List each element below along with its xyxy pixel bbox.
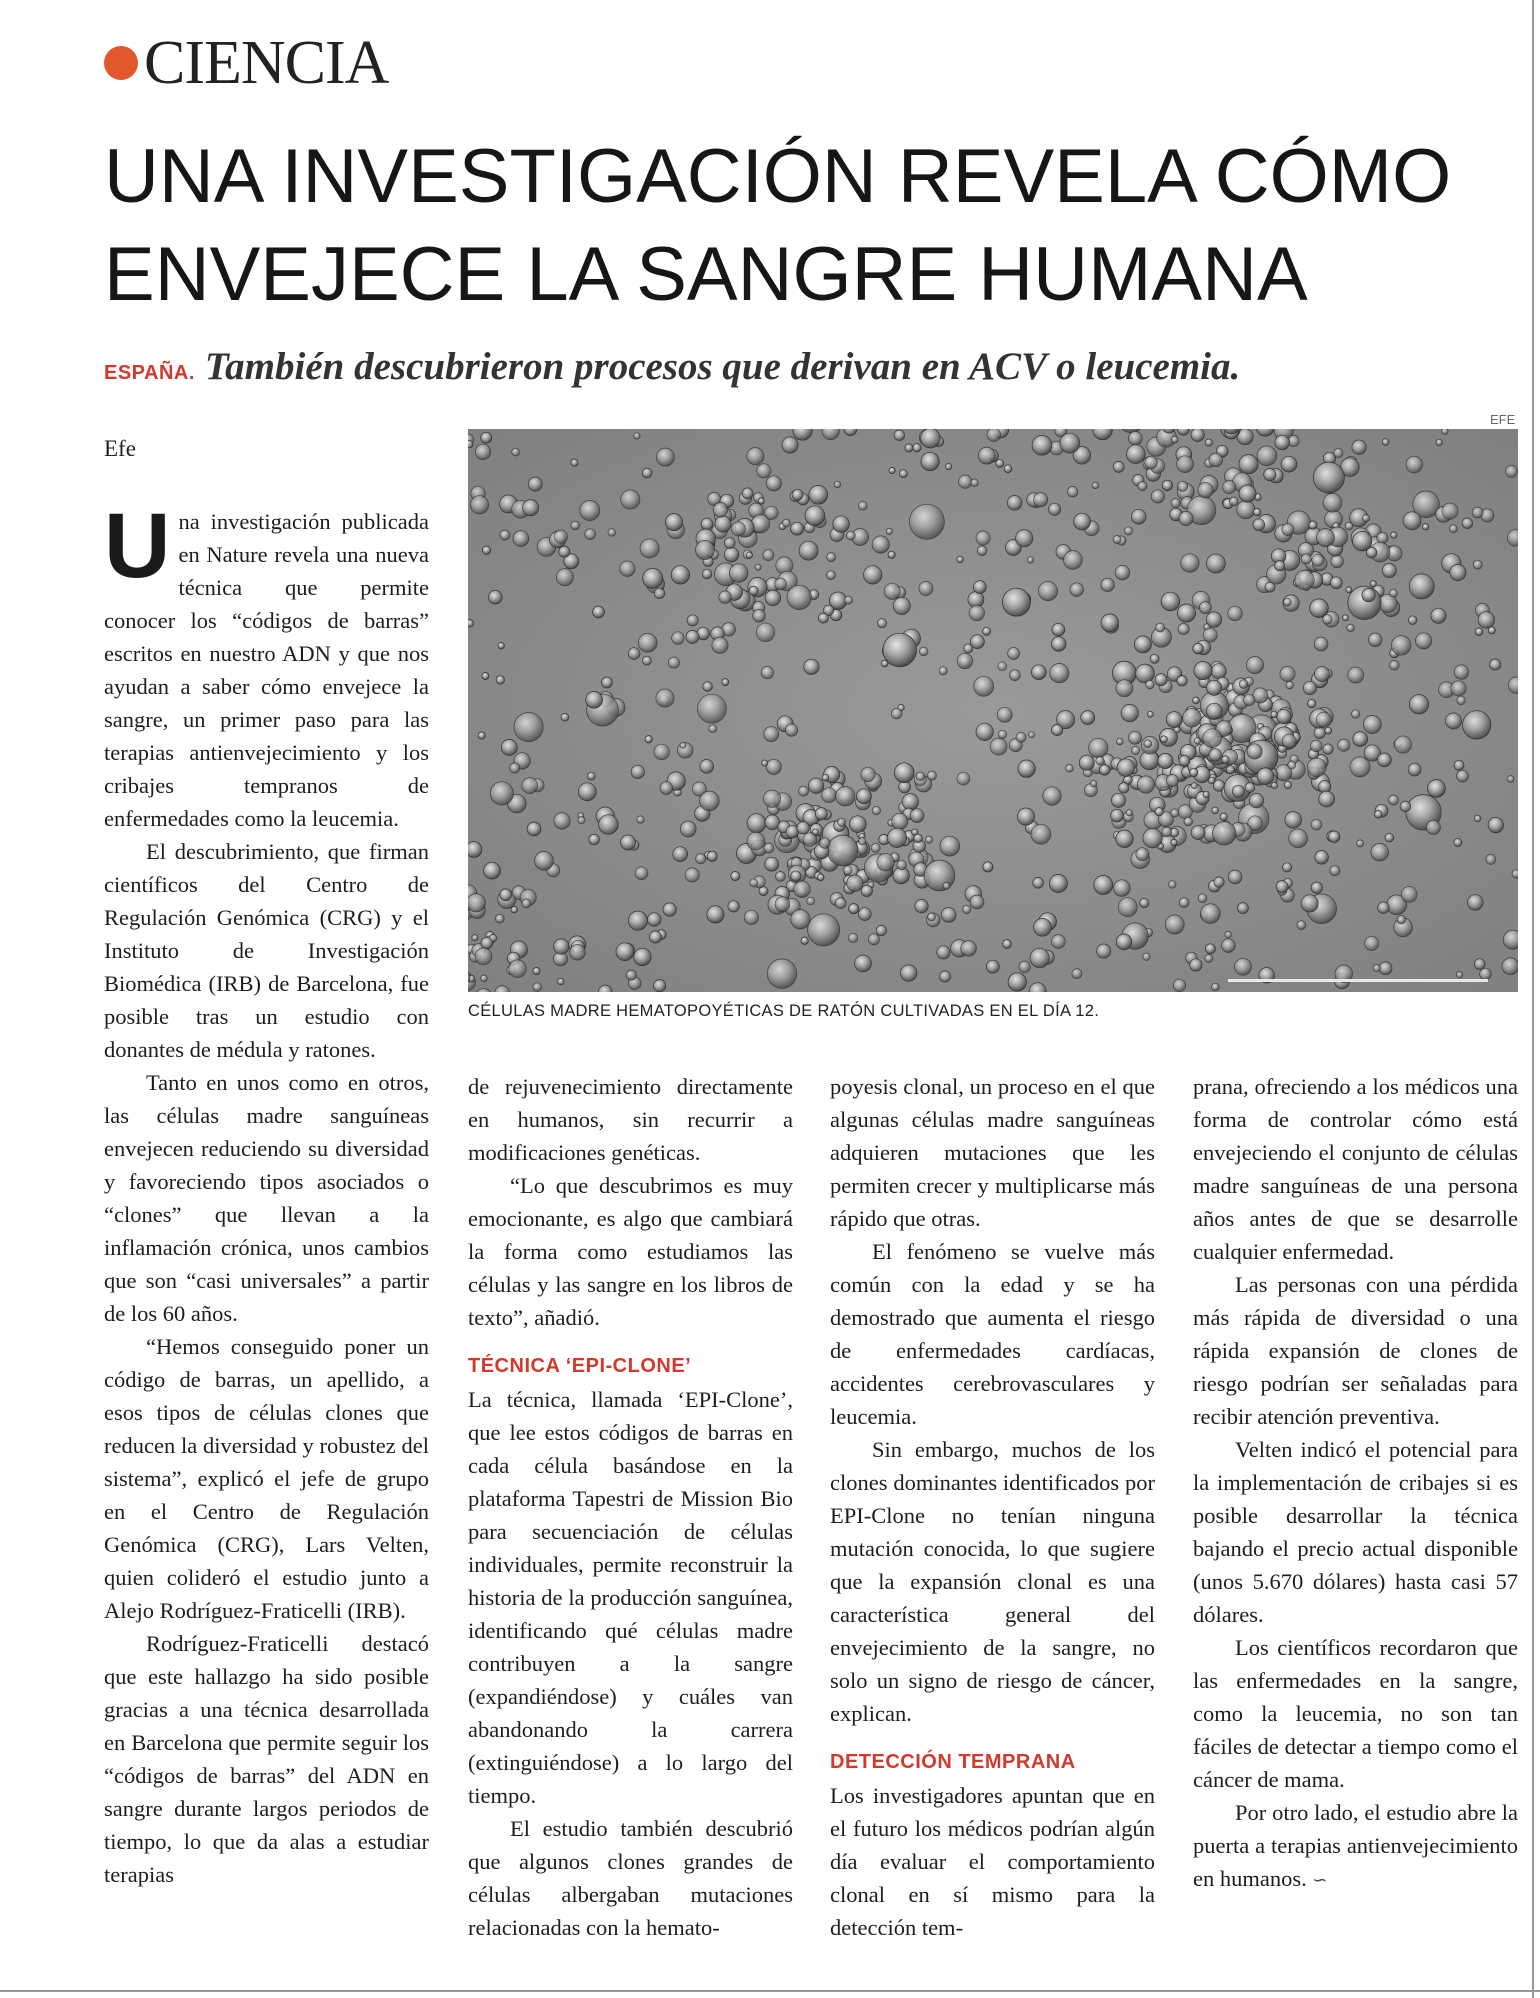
article-column-4 xyxy=(1193,1070,1518,1897)
paragraph-18-text: Por otro lado, el estudio abre la puerta a terapias antienvejecimiento en humanos. xyxy=(1193,1800,1518,1891)
microscope-photo xyxy=(468,429,1518,992)
article-column-2 xyxy=(468,1070,793,1944)
paragraph-14: prana, ofreciendo a los médicos una forma de controlar cómo está envejeciendo el conjunto de células madre sanguíneas de una persona años antes de que se desarrolle cualquier enfermedad. xyxy=(1193,1074,1518,1264)
section-label: CIENCIA xyxy=(144,29,389,97)
photo-credit: EFE xyxy=(1490,412,1516,427)
paragraph-2: El descubrimiento, que firman científicos del Centro de Regulación Genómica (CRG) y el Instituto de Investigación Biomédica (IRB) de Barcelona, fue posible tras un estudio con donantes de médula y ratones. xyxy=(104,839,429,1062)
paragraph-15: Las personas con una pérdida más rápida de diversidad o una rápida expansión de clones de riesgo podrían ser señaladas para recibir atención preventiva. xyxy=(1193,1272,1518,1429)
paragraph-17: Los científicos recordaron que las enfermedades en la sangre, como la leucemia, no son tan fáciles de detectar a tiempo como el cáncer de mama. xyxy=(1193,1635,1518,1792)
paragraph-16: Velten indicó el potencial para la implementación de cribajes si es posible desarrollar la técnica bajando el precio actual disponible (unos 5.670 dólares) hasta casi 57 dólares. xyxy=(1193,1437,1518,1627)
subhead-epi-clone: TÉCNICA ‘EPI-CLONE’ xyxy=(468,1355,692,1377)
paragraph-9: El estudio también descubrió que algunos clones grandes de células albergaban mutaciones relacionadas con la hemato- xyxy=(468,1816,793,1940)
paragraph-18 xyxy=(1193,1796,1518,1897)
deck-text: También descubrieron procesos que derivan en ACV o leucemia. xyxy=(204,345,1241,388)
paragraph-3: Tanto en unos como en otros, las células madre sanguíneas envejecen reduciendo su diversidad y favoreciendo tipos asociados o “clones” que llevan a la inflamación crónica, unos cambios que son “casi universales” a partir de los 60 años. xyxy=(104,1070,429,1326)
headline-line-2: ENVEJECE LA SANGRE HUMANA xyxy=(104,232,1308,317)
paragraph-4: “Hemos conseguido poner un código de barras, un apellido, a esos tipos de células clones que reducen la diversidad y robustez del sistema”, explicó el jefe de grupo en el Centro de Regulación Genómica (CRG), Lars Velten, quien colideró el estudio junto a Alejo Rodríguez-Fraticelli (IRB). xyxy=(104,1334,429,1623)
deck xyxy=(104,344,1240,394)
article-column-3 xyxy=(830,1070,1155,1944)
page-edge-right xyxy=(1532,0,1534,1998)
byline: Efe xyxy=(104,436,136,461)
section-dot-icon xyxy=(104,46,138,80)
deck-country: ESPAÑA. xyxy=(104,362,195,384)
paragraph-11: El fenómeno se vuelve más común con la edad y se ha demostrado que aumenta el riesgo de enfermedades cardíacas, accidentes cerebrovasculares y leucemia. xyxy=(830,1239,1155,1429)
subhead-deteccion: DETECCIÓN TEMPRANA xyxy=(830,1751,1076,1773)
page-edge-bottom xyxy=(0,1990,1540,1992)
paragraph-7: “Lo que descubrimos es muy emocionante, es algo que cambiará la forma como estudiamos las células y las sangre en los libros de texto”, añadió. xyxy=(468,1173,793,1330)
paragraph-12: Sin embargo, muchos de los clones dominantes identificados por EPI-Clone no tenían ninguna mutación conocida, lo que sugiere que la expansión clonal es una característica general del envejecimiento de la sangre, no solo un signo de riesgo de cáncer, explican. xyxy=(830,1437,1155,1726)
headline xyxy=(104,128,1524,324)
cell-culture-image xyxy=(468,429,1518,992)
headline-line-1: UNA INVESTIGACIÓN REVELA CÓMO xyxy=(104,134,1452,219)
paragraph-10: poyesis clonal, un proceso en el que algunas células madre sanguíneas adquieren mutaciones que les permiten crecer y multiplicarse más rápido que otras. xyxy=(830,1074,1155,1231)
article-column-1 xyxy=(104,495,429,1891)
paragraph-5: Rodríguez-Fraticelli destacó que este hallazgo ha sido posible gracias a una técnica desarrollada en Barcelona que permite seguir los “códigos de barras” del ADN en sangre durante largos periodos de tiempo, lo que da alas a estudiar terapias xyxy=(104,1631,429,1887)
paragraph-1 xyxy=(104,495,429,835)
photo-caption: CÉLULAS MADRE HEMATOPOYÉTICAS DE RATÓN CULTIVADAS EN EL DÍA 12. xyxy=(468,1002,1100,1020)
section-header xyxy=(104,28,388,98)
paragraph-6: de rejuvenecimiento directamente en humanos, sin recurrir a modificaciones genéticas. xyxy=(468,1074,793,1165)
paragraph-8: La técnica, llamada ‘EPI-Clone’, que lee estos códigos de barras en cada célula basándose en la plataforma Tapestri de Mission Bio para secuenciación de células individuales, permite reconstruir la historia de la producción sanguínea, identificando qué células madre contribuyen a la sangre (expandiéndose) y cuáles van abandonando la carrera (extinguiéndose) a lo largo del tiempo. xyxy=(468,1387,793,1808)
paragraph-13: Los investigadores apuntan que en el futuro los médicos podrían algún día evaluar el comportamiento clonal en sí mismo para la detección tem- xyxy=(830,1783,1155,1940)
paragraph-1-text: na investigación publicada en Nature revela una nueva técnica que permite conocer los “códigos de barras” escritos en nuestro ADN y que nos ayudan a saber cómo envejece la sangre, un primer paso para las terapias antienvejecimiento y los cribajes tempranos de enfermedades como la leucemia. xyxy=(104,509,429,831)
end-mark-icon: ∽ xyxy=(1312,1870,1328,1891)
dropcap: U xyxy=(104,495,171,597)
